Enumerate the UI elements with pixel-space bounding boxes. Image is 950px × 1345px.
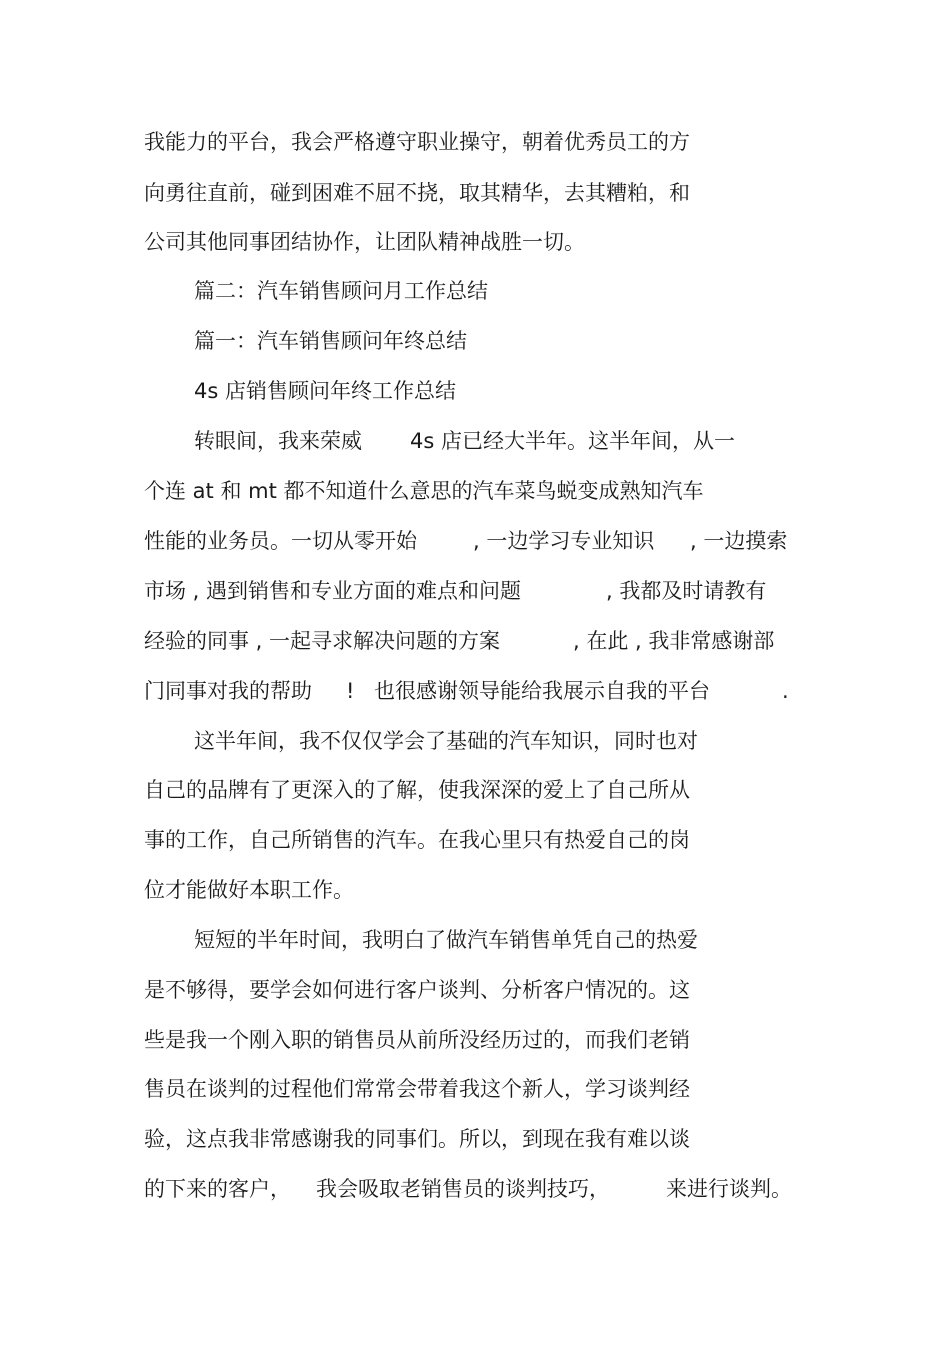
text-segment: 市场 , 遇到销售和专业方面的难点和问题: [144, 579, 522, 603]
text-segment: 也很感谢领导能给我展示自我的平台: [374, 679, 710, 703]
text-segment: .: [782, 679, 789, 703]
text-segment: 我能力的平台，我会严格遵守职业操守，朝着优秀员工的方: [144, 130, 690, 154]
text-segment: !: [346, 679, 355, 703]
text-segment: 篇一：汽车销售顾问年终总结: [194, 329, 467, 353]
text-segment: 位才能做好本职工作。: [144, 878, 354, 902]
text-segment: 转眼间，我来荣威: [194, 429, 362, 453]
text-segment: 篇二：汽车销售顾问月工作总结: [194, 279, 488, 303]
text-segment: 向勇往直前，碰到困难不屈不挠，取其精华，去其糟粕，和: [144, 181, 690, 205]
text-segment: , 我都及时请教有: [606, 579, 767, 603]
text-segment: 事的工作，自己所销售的汽车。在我心里只有热爱自己的岗: [144, 828, 690, 852]
text-segment: 门同事对我的帮助: [144, 679, 312, 703]
text-segment: 的下来的客户，: [144, 1177, 291, 1201]
text-segment: 4s 店销售顾问年终工作总结: [194, 379, 456, 403]
text-segment: 是不够得，要学会如何进行客户谈判、分析客户情况的。这: [144, 978, 690, 1002]
text-segment: 4s 店已经大半年。这半年间，从一: [410, 429, 735, 453]
text-segment: 这半年间，我不仅仅学会了基础的汽车知识，同时也对: [194, 729, 698, 753]
text-segment: 售员在谈判的过程他们常常会带着我这个新人，学习谈判经: [144, 1077, 690, 1101]
text-segment: 经验的同事 , 一起寻求解决问题的方案: [144, 629, 501, 653]
text-segment: 自己的品牌有了更深入的了解，使我深深的爱上了自己所从: [144, 778, 690, 802]
text-segment: 来进行谈判。: [666, 1177, 792, 1201]
text-segment: 我会吸取老销售员的谈判技巧，: [316, 1177, 610, 1201]
text-segment: 些是我一个刚入职的销售员从前所没经历过的，而我们老销: [144, 1028, 690, 1052]
text-segment: , 一边摸索: [690, 529, 788, 553]
text-segment: 个连 at 和 mt 都不知道什么意思的汽车菜鸟蜕变成熟知汽车: [144, 479, 704, 503]
text-segment: 短短的半年时间，我明白了做汽车销售单凭自己的热爱: [194, 928, 698, 952]
text-segment: 性能的业务员。一切从零开始: [144, 529, 417, 553]
text-segment: , 一边学习专业知识: [473, 529, 655, 553]
text-segment: , 在此 , 我非常感谢部: [573, 629, 775, 653]
text-segment: 验，这点我非常感谢我的同事们。所以，到现在我有难以谈: [144, 1127, 690, 1151]
text-segment: 公司其他同事团结协作，让团队精神战胜一切。: [144, 230, 585, 254]
